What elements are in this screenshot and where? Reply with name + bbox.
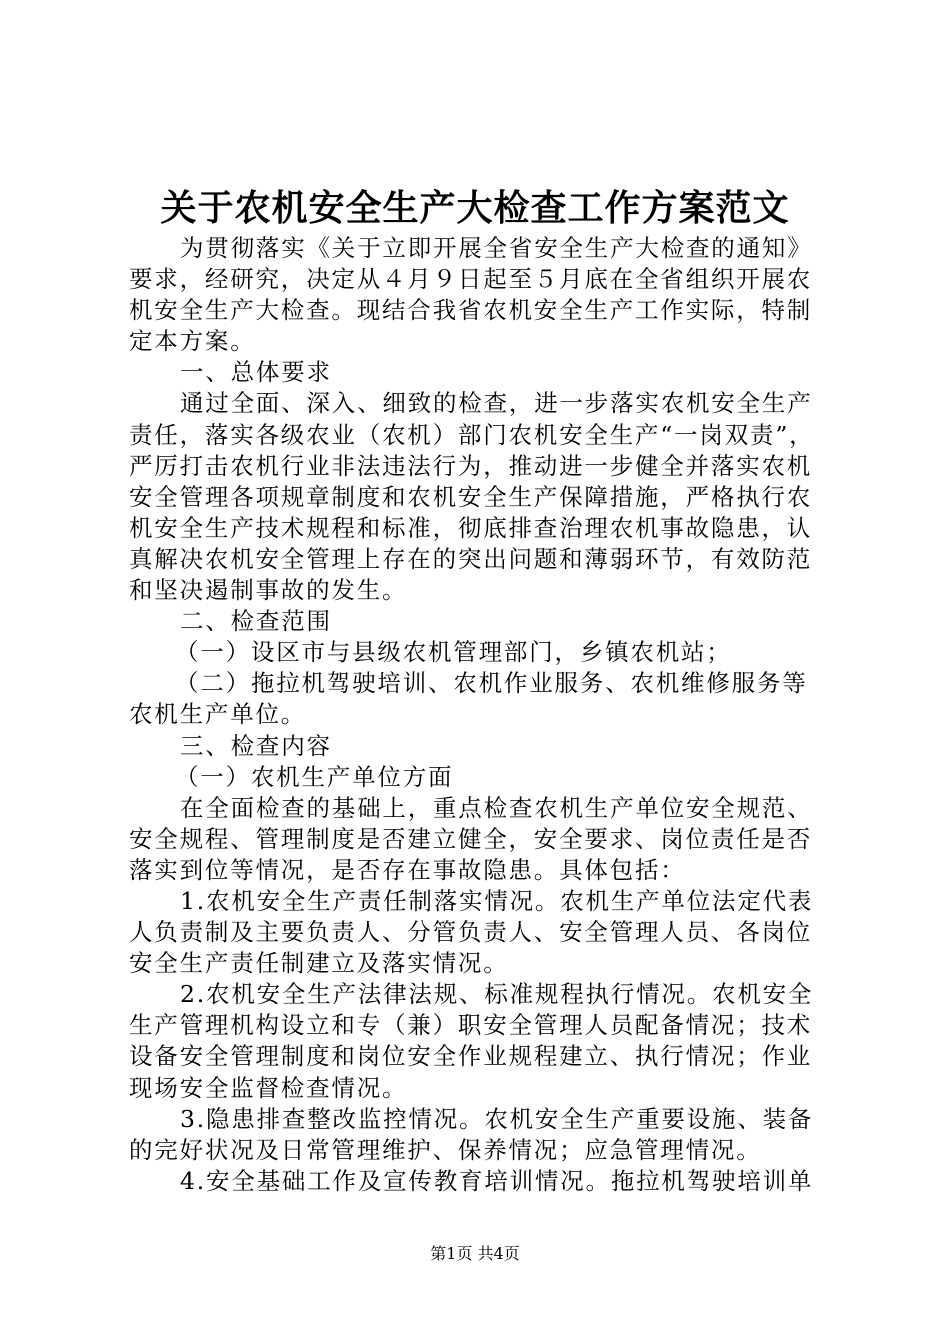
section-heading: 三、检查内容	[180, 731, 332, 760]
body-line: 安全规程、管理制度是否建立健全，安全要求、岗位责任是否	[129, 824, 813, 853]
body-line: 设备安全管理制度和岗位安全作业规程建立、执行情况；作业	[129, 1042, 813, 1071]
body-line: 通过全面、深入、细致的检查，进一步落实农机安全生产	[180, 389, 813, 418]
body-line: 安全管理各项规章制度和农机安全生产保障措施，严格执行农	[129, 482, 813, 511]
page-footer: 第1页 共4页	[430, 1244, 520, 1263]
body-line: 为贯彻落实《关于立即开展全省安全生产大检查的通知》	[180, 234, 813, 262]
body-line: 严厉打击农机行业非法违法行为，推动进一步健全并落实农机	[129, 451, 813, 480]
body-line: 现场安全监督检查情况。	[129, 1073, 408, 1102]
list-item: 1.农机安全生产责任制落实情况。农机生产单位法定代表	[180, 886, 814, 915]
body-line: 的完好状况及日常管理维护、保养情况；应急管理情况。	[129, 1135, 762, 1164]
section-heading: 二、检查范围	[180, 607, 332, 636]
body-line: 责任，落实各级农业（农机）部门农机安全生产“一岗双责”，	[129, 420, 815, 449]
body-line: 真解决农机安全管理上存在的突出问题和薄弱环节，有效防范	[129, 544, 813, 573]
list-item: 4.安全基础工作及宣传教育培训情况。拖拉机驾驶培训单	[180, 1166, 814, 1195]
body-line: 安全生产责任制建立及落实情况。	[129, 949, 509, 978]
subsection-heading: （一）农机生产单位方面	[175, 762, 454, 791]
body-line: 机安全生产大检查。现结合我省农机安全生产工作实际，特制	[129, 296, 813, 325]
body-line: 落实到位等情况，是否存在事故隐患。具体包括：	[129, 855, 686, 884]
body-line: 人负责制及主要负责人、分管负责人、安全管理人员、各岗位	[129, 918, 813, 947]
body-line: 要求，经研究，决定从４月９日起至５月底在全省组织开展农	[129, 265, 813, 294]
body-line: 和坚决遏制事故的发生。	[129, 576, 408, 605]
body-line: 机安全生产技术规程和标准，彻底排查治理农机事故隐患，认	[129, 513, 813, 542]
body-line: 在全面检查的基础上，重点检查农机生产单位安全规范、	[180, 793, 813, 822]
list-item: 2.农机安全生产法律法规、标准规程执行情况。农机安全	[180, 980, 814, 1009]
list-item: 3.隐患排查整改监控情况。农机安全生产重要设施、装备	[180, 1104, 814, 1133]
body-line: （二）拖拉机驾驶培训、农机作业服务、农机维修服务等	[175, 669, 808, 698]
document-title: 关于农机安全生产大检查工作方案范文	[160, 187, 790, 229]
document-body	[129, 233, 831, 1197]
section-heading: 一、总体要求	[180, 358, 332, 387]
body-line: 生产管理机构设立和专（兼）职安全管理人员配备情况；技术	[129, 1011, 813, 1040]
body-line: （一）设区市与县级农机管理部门，乡镇农机站；	[175, 638, 732, 667]
body-line: 农机生产单位。	[129, 700, 307, 729]
body-line: 定本方案。	[129, 327, 256, 356]
